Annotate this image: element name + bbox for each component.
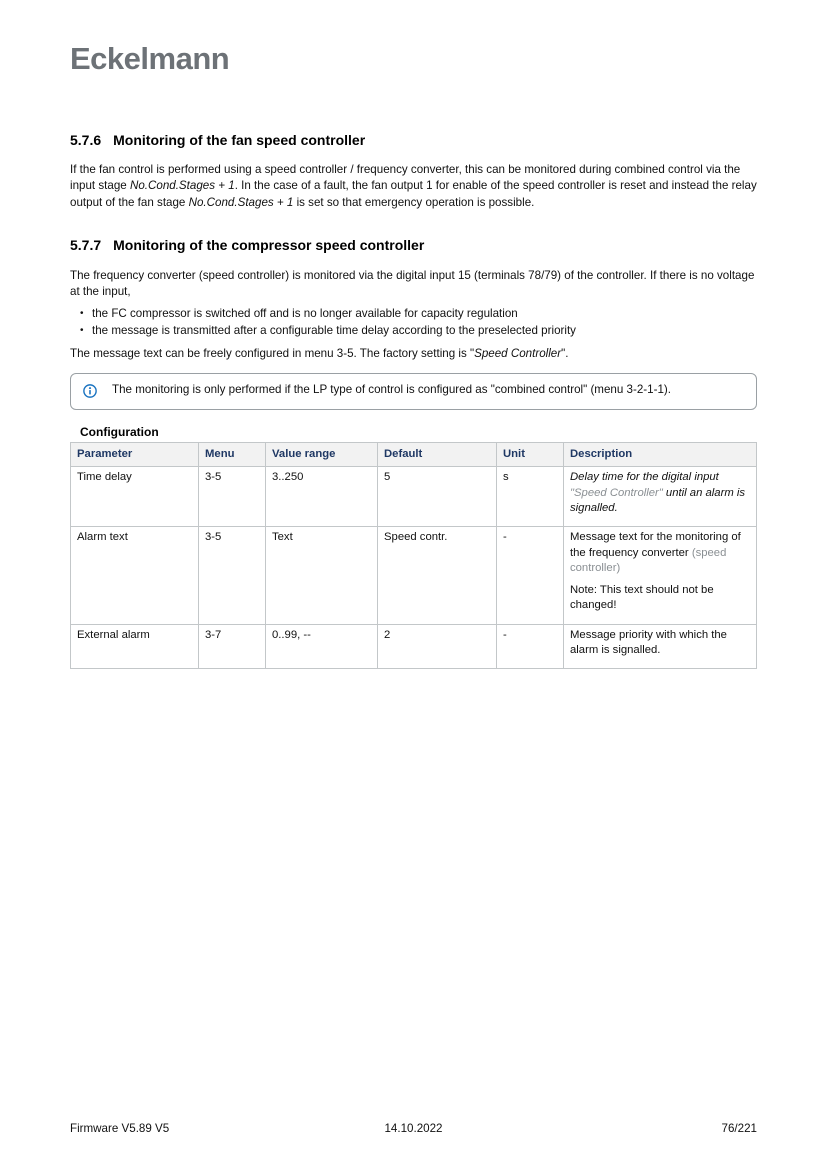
column-header-description: Description [564, 443, 757, 467]
section-heading-577 [70, 238, 757, 253]
company-logo: Eckelmann [70, 41, 230, 76]
table-caption: Configuration [80, 425, 159, 440]
cell-value-range: 0..99, -- [266, 624, 378, 669]
section-title: Monitoring of the compressor speed controller [113, 236, 425, 253]
info-icon [83, 384, 97, 398]
column-header-menu: Menu [199, 443, 266, 467]
footer-date: 14.10.2022 [384, 1122, 443, 1135]
cell-description: Message priority with which the alarm is signalled. [564, 624, 757, 669]
cell-value-range: 3..250 [266, 467, 378, 527]
cell-default: 5 [378, 467, 497, 527]
cell-menu: 3-5 [199, 527, 266, 624]
cell-default: 2 [378, 624, 497, 669]
bullet-icon: • [80, 308, 84, 320]
bullet-list [70, 306, 757, 339]
cell-parameter: External alarm [71, 624, 199, 669]
table-row [71, 624, 757, 669]
table-header-row [71, 443, 757, 467]
section-heading-576 [70, 133, 757, 148]
cell-parameter: Time delay [71, 467, 199, 527]
section-number: 5.7.7 [70, 236, 102, 253]
column-header-default: Default [378, 443, 497, 467]
table-row [71, 467, 757, 527]
table-row [71, 527, 757, 624]
section-number: 5.7.6 [70, 132, 102, 148]
column-header-parameter: Parameter [71, 443, 199, 467]
list-item-text: the FC compressor is switched off and is no longer available for capacity regulation [92, 307, 518, 321]
list-item [70, 306, 757, 323]
bullet-icon: • [80, 324, 84, 336]
cell-unit: - [497, 624, 564, 669]
cell-menu: 3-5 [199, 467, 266, 527]
cell-default: Speed contr. [378, 527, 497, 624]
cell-description: Message text for the monitoring of the frequency converter (speed controller) Note: This text should not be changed! [564, 527, 757, 624]
cell-menu: 3-7 [199, 624, 266, 669]
cell-description: Delay time for the digital input "Speed Controller" until an alarm is signalled. [564, 467, 757, 527]
info-note-box [70, 373, 757, 410]
list-item [70, 323, 757, 340]
section-576-paragraph: If the fan control is performed using a speed controller / frequency converter, this can be monitored during combined control via the input stage No.Cond.Stages + 1. In the case of a fault, the fan output 1 for enable of the speed controller is reset and instead the relay output of the fan stage No.Cond.Stages + 1 is set so that emergency operation is possible. [70, 163, 757, 209]
column-header-unit: Unit [497, 443, 564, 467]
section-577-intro: The frequency converter (speed controller) is monitored via the digital input 15 (terminals 78/79) of the controller. If there is no voltage at the input, [70, 268, 755, 299]
cell-unit: s [497, 467, 564, 527]
list-item-text: the message is transmitted after a configurable time delay according to the preselected priority [92, 323, 576, 337]
section-577-closing: The message text can be freely configured in menu 3-5. The factory setting is "Speed Controller". [70, 347, 569, 361]
cell-value-range: Text [266, 527, 378, 624]
cell-unit: - [497, 527, 564, 624]
info-note-text: The monitoring is only performed if the LP type of control is configured as "combined control" (menu 3-2-1-1). [112, 382, 671, 396]
column-header-value-range: Value range [266, 443, 378, 467]
section-title: Monitoring of the fan speed controller [113, 132, 366, 148]
footer-page-number: 76/221 [721, 1122, 757, 1135]
footer-firmware-version: Firmware V5.89 V5 [70, 1122, 170, 1135]
page-footer [70, 1122, 757, 1135]
page-content [70, 0, 757, 669]
configuration-table [70, 442, 757, 669]
cell-parameter: Alarm text [71, 527, 199, 624]
